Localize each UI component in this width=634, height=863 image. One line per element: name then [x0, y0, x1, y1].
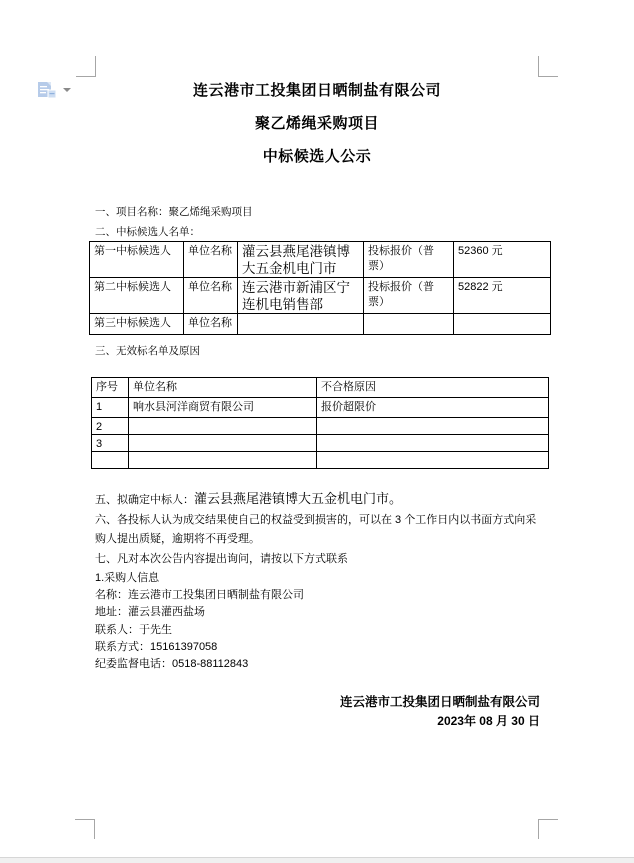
section-5-prefix: 五、拟确定中标人： — [95, 494, 194, 506]
invalid-3-reason — [317, 435, 549, 452]
invalid-1-index: 1 — [92, 398, 129, 418]
section-6-objection: 六、各投标人认为成交结果使自己的权益受到损害的，可以在 3 个工作日内以书面方式向采购人提出质疑，逾期将不再受理。 — [95, 513, 537, 546]
invalid-2-index: 2 — [92, 418, 129, 435]
invalid-3-index: 3 — [92, 435, 129, 452]
supervision-phone: 纪委监督电话：0518-88112843 — [95, 658, 249, 671]
invalid-header-reason: 不合格原因 — [317, 378, 549, 398]
invalid-row-3 — [92, 435, 549, 452]
invalid-row-2 — [92, 418, 549, 435]
invalid-3-unit — [129, 435, 317, 452]
candidate-2-unit-label: 单位名称 — [184, 278, 238, 314]
buyer-info-heading: 1.采购人信息 — [95, 571, 160, 584]
invalid-1-unit: 响水县河洋商贸有限公司 — [129, 398, 317, 418]
candidate-3-price-label — [364, 314, 454, 335]
margin-mark-top-right-icon — [538, 56, 558, 77]
invalid-2-reason — [317, 418, 549, 435]
contact-phone: 联系方式：15161397058 — [95, 641, 218, 653]
candidate-row-3 — [90, 314, 551, 335]
section-1-project-name: 一、项目名称：聚乙烯绳采购项目 — [95, 206, 253, 218]
candidate-3-unit-label: 单位名称 — [184, 314, 238, 335]
invalid-bids-table — [91, 377, 549, 469]
contact-person: 联系人：于先生 — [95, 623, 172, 636]
candidate-1-price: 52360 元 — [454, 242, 551, 278]
signature-company: 连云港市工投集团日晒制盐有限公司 — [339, 695, 540, 709]
candidate-3-price — [454, 314, 551, 335]
signature-date: 2023年 08 月 30 日 — [437, 714, 540, 728]
candidate-2-price: 52822 元 — [454, 278, 551, 314]
invalid-4-reason — [317, 452, 549, 469]
section-5-winner — [95, 489, 541, 511]
invalid-4-index — [92, 452, 129, 469]
doc-title-project: 聚乙烯绳采购项目 — [254, 115, 379, 132]
buyer-address: 地址：灌云县灌西盐场 — [95, 606, 205, 619]
candidate-1-unit-label: 单位名称 — [184, 242, 238, 278]
candidate-2-price-label: 投标报价（普票） — [364, 278, 454, 314]
candidate-1-rank: 第一中标候选人 — [90, 242, 184, 278]
invalid-table-header-row — [92, 378, 549, 398]
candidate-row-1 — [90, 242, 551, 278]
candidate-1-unit-name: 灌云县燕尾港镇博大五金机电门市 — [238, 242, 364, 278]
margin-mark-bottom-right-icon — [538, 819, 558, 839]
signature-block — [340, 693, 540, 731]
invalid-header-index: 序号 — [92, 378, 129, 398]
invalid-row-4 — [92, 452, 549, 469]
margin-mark-top-left-icon — [76, 56, 96, 77]
invalid-header-unit: 单位名称 — [129, 378, 317, 398]
candidate-2-unit-name: 连云港市新浦区宁连机电销售部 — [238, 278, 364, 314]
candidates-table — [89, 241, 551, 335]
candidate-2-rank: 第二中标候选人 — [90, 278, 184, 314]
doc-title-company: 连云港市工投集团日晒制盐有限公司 — [192, 82, 441, 99]
candidate-1-price-label: 投标报价（普票） — [364, 242, 454, 278]
section-2-candidates-heading: 二、中标候选人名单： — [95, 226, 200, 238]
section-5-winner-name: 灌云县燕尾港镇博大五金机电门市。 — [194, 491, 403, 506]
invalid-2-unit — [129, 418, 317, 435]
section-7-contact-heading: 七、凡对本次公告内容提出询问，请按以下方式联系 — [95, 553, 348, 566]
doc-title-notice: 中标候选人公示 — [262, 148, 372, 165]
invalid-4-unit — [129, 452, 317, 469]
section-3-invalid-heading: 三、无效标名单及原因 — [95, 345, 200, 357]
invalid-1-reason: 报价超限价 — [317, 398, 549, 418]
notes-block — [95, 489, 541, 674]
margin-mark-bottom-left-icon — [75, 819, 95, 839]
candidate-3-rank: 第三中标候选人 — [90, 314, 184, 335]
page-bottom-edge — [0, 857, 634, 863]
candidate-row-2 — [90, 278, 551, 314]
candidate-3-unit-name — [238, 314, 364, 335]
invalid-row-1 — [92, 398, 549, 418]
buyer-name: 名称：连云港市工投集团日晒制盐有限公司 — [95, 589, 304, 602]
